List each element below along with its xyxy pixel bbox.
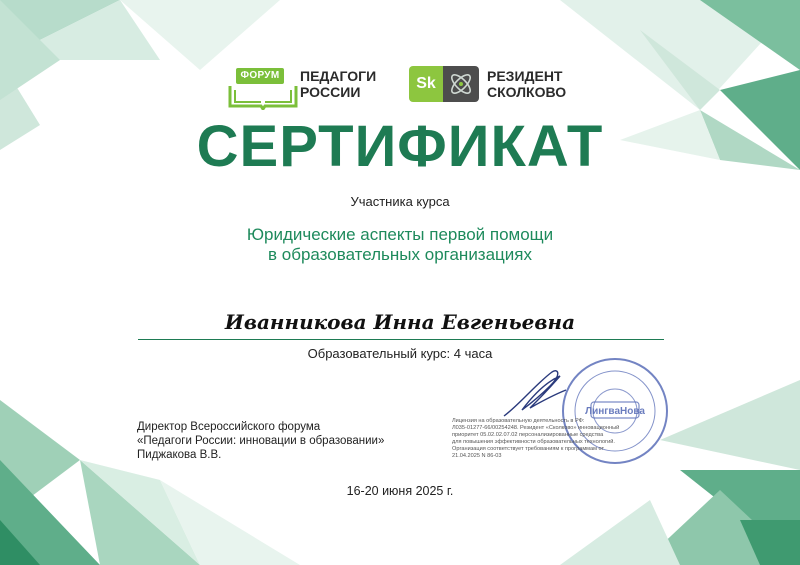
sk-mark: Sk xyxy=(409,66,443,102)
certificate-title: СЕРТИФИКАТ xyxy=(196,114,604,179)
forum-logo xyxy=(228,64,378,108)
course-title: Юридические аспекты первой помощи в образовательных организациях xyxy=(246,225,554,264)
certificate-date: 16-20 июня 2025 г. xyxy=(346,484,454,498)
director-block: Директор Всероссийского форума «Педагоги России: инновации в образовании» Пиджакова В.В. xyxy=(137,421,385,461)
name-underline xyxy=(138,339,664,340)
forum-badge: ФОРУМ xyxy=(236,68,284,84)
forum-title: ПЕДАГОГИ РОССИИ xyxy=(300,68,377,100)
course-hours: Образовательный курс: 4 часа xyxy=(307,346,493,361)
certificate-subtitle: Участника курса xyxy=(350,194,450,209)
skolkovo-logo xyxy=(409,66,589,106)
skolkovo-title: РЕЗИДЕНТ СКОЛКОВО xyxy=(487,68,567,100)
recipient-name: Иванникова Инна Евгеньевна xyxy=(224,310,576,334)
atom-icon xyxy=(443,66,479,102)
signature xyxy=(500,364,570,424)
license-text: Лицензия на образовательную деятельность в РФ: Л035-01277-66/00254248. Резидент «Сколково» инновационный приоритет 05.02.02.07.02 персонализированные средства для повышения эффективности образовательных технологий. Организация соответствует требованиям к программам от 21.04.2025 N 86-03 xyxy=(452,418,620,459)
stamp-center-text: ЛингваНова xyxy=(585,406,645,417)
